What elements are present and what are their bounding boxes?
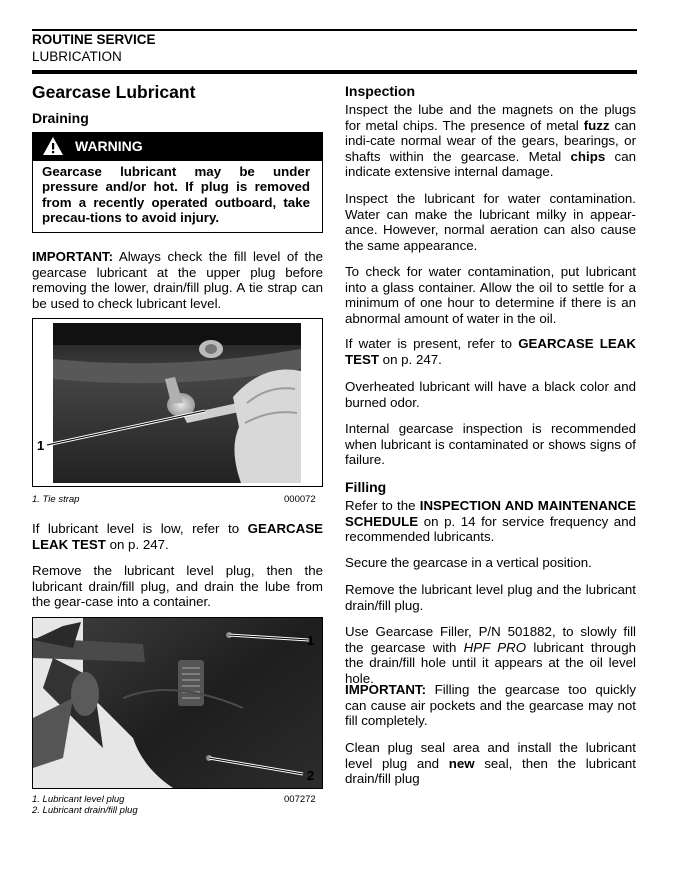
subsection-title: LUBRICATION (32, 49, 122, 64)
text: Use Gearcase Filler, P/N 501882, to slowly fill the gearcase with (345, 624, 636, 655)
figure-gearcase-plugs (32, 617, 323, 789)
filling-paragraph-5 (345, 740, 636, 787)
filling-paragraph-4 (345, 624, 636, 686)
important-note-2 (345, 682, 636, 729)
tie-strap-photo (33, 319, 322, 486)
figure2-code: 007272 (284, 794, 316, 805)
important-label: IMPORTANT: (32, 249, 114, 264)
inspection-paragraph-6: Internal gearcase inspection is recommended when lubricant is contaminated or shows signs of failure. (345, 421, 636, 468)
important-label: IMPORTANT: (345, 682, 427, 697)
warning-text: Gearcase lubricant may be under pressure and/or hot. If plug is removed from a recently operated outboard, take precau-tions to avoid injury. (42, 164, 310, 226)
inspection-paragraph-2: Inspect the lubricant for water contamination. Water can make the lubricant milky in appear-ance. However, normal aeration can also cause the same appearance. (345, 191, 636, 253)
important-text: Filling the gearcase too quickly can cause air pockets and the gearcase may not fill completely. (345, 682, 636, 729)
filling-paragraph-3: Remove the lubricant level plug and the lubricant drain/fill plug. (345, 582, 636, 613)
section-title: ROUTINE SERVICE (32, 32, 156, 47)
figure-tie-strap (32, 318, 323, 487)
figure2-callout-2: 2 (307, 768, 315, 783)
fuzz-term: fuzz (583, 117, 610, 133)
inspection-paragraph-3: To check for water contamination, put lubricant into a glass container. Allow the oil to settle for a minimum of one hour to determine if there is an abnormal amount of water in the oil. (345, 264, 636, 326)
warning-triangle-icon (42, 136, 64, 156)
remove-plugs-paragraph: Remove the lubricant level plug, then the lubricant drain/fill plug, and drain the lube from the gear-case into a container. (32, 563, 323, 610)
product-name: HPF PRO (463, 639, 527, 655)
inspection-paragraph-5: Overheated lubricant will have a black color and burned odor. (345, 379, 636, 410)
low-level-paragraph (32, 521, 323, 552)
text: can indi-cate normal wear of the gears, bearings, or shafts within the gearcase. Metal (345, 117, 636, 164)
inspection-heading: Inspection (345, 83, 416, 99)
header-bottom-rule (32, 70, 637, 74)
text: on p. 14 for service frequency and recommended lubricants. (345, 513, 636, 545)
filling-heading: Filling (345, 479, 387, 495)
text: Clean plug seal area and install the lubricant level plug and (345, 740, 636, 771)
schedule-reference: INSPECTION AND MAINTENANCE SCHEDULE (345, 498, 637, 529)
chips-term: chips (570, 148, 606, 164)
filling-paragraph-2: Secure the gearcase in a vertical position. (345, 555, 592, 570)
figure2-caption-2: 2. Lubricant drain/fill plug (32, 805, 138, 816)
leak-test-reference: GEARCASE LEAK TEST (345, 336, 636, 367)
low-level-text: If lubricant level is low, refer to (32, 521, 248, 536)
important-note-1 (32, 249, 323, 311)
inspection-paragraph-1 (345, 102, 636, 180)
text: can indicate extensive internal damage. (345, 148, 636, 180)
figure2-callout-1: 1 (307, 633, 315, 648)
figure1-caption: 1. Tie strap (32, 494, 80, 505)
text: seal, then the lubricant drain/fill plug (345, 755, 636, 787)
header-top-rule (32, 29, 637, 31)
text: lubricant through the drain/fill hole until it appears at the oil level hole. (345, 639, 636, 686)
draining-heading: Draining (32, 110, 89, 126)
figure1-code: 000072 (284, 494, 316, 505)
filling-paragraph-1 (345, 498, 636, 545)
leak-test-reference: GEARCASE LEAK TEST (32, 521, 323, 552)
warning-label: WARNING (75, 138, 143, 154)
page-reference: on p. 247. (105, 536, 169, 552)
new-term: new (448, 755, 475, 771)
warning-header (32, 132, 323, 160)
text: If water is present, refer to (345, 336, 519, 351)
text: on p. 247. (378, 351, 442, 367)
gearcase-photo (33, 618, 322, 788)
inspection-paragraph-4 (345, 336, 636, 367)
figure2-caption-1: 1. Lubricant level plug (32, 794, 125, 805)
text: Inspect the lube and the magnets on the plugs for metal chips. The presence of metal (345, 102, 636, 133)
page-heading: Gearcase Lubricant (32, 82, 196, 102)
figure1-callout-1: 1 (37, 438, 45, 453)
important-text: Always check the fill level of the gearcase lubricant at the upper plug before removing the lower, drain/fill plug. A tie strap can be used to check lubricant level. (32, 249, 323, 311)
text: Refer to the (345, 498, 420, 513)
